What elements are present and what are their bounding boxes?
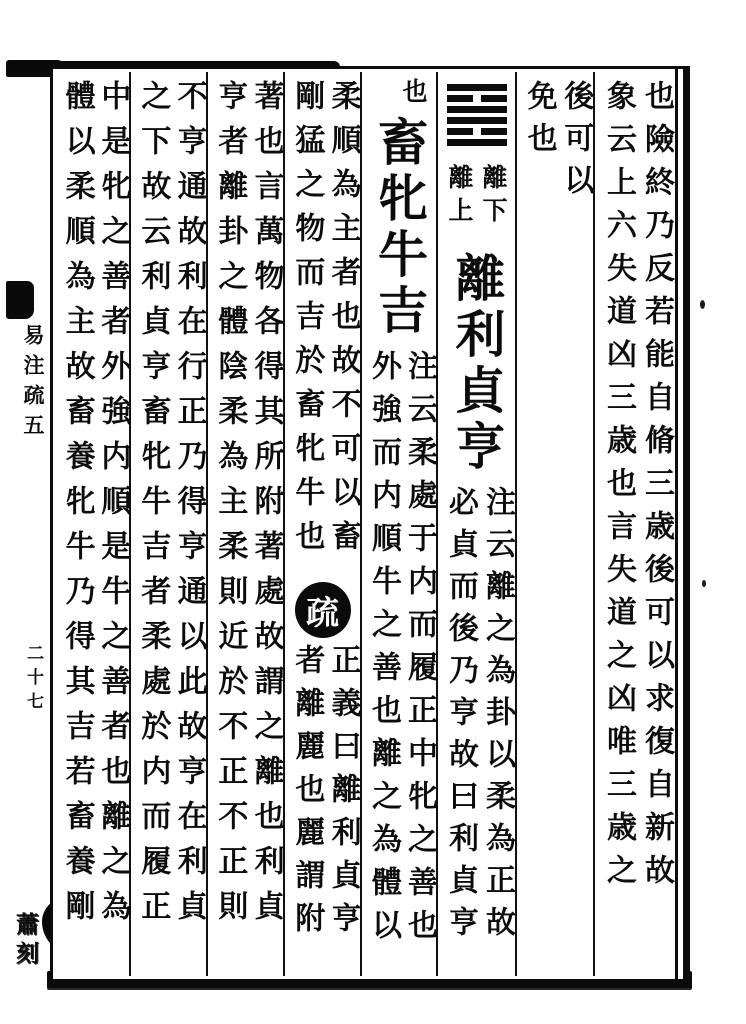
hexagram-line-solid	[447, 84, 507, 91]
column-4	[360, 72, 436, 976]
commentary-right-line: 不亨通故利在行正乃得亨通以此故亨在利貞	[171, 80, 207, 935]
column-7	[129, 72, 206, 976]
commentary-left-line: 外強而内順牛之善也離之為體以	[366, 350, 401, 952]
commentary-left-line: 體以柔順為主故畜養牝牛乃得其吉若畜養剛	[59, 80, 95, 935]
column-2-commentary	[517, 72, 593, 206]
trigram-lower-label: 離下	[479, 164, 508, 230]
commentary-left-line: 象云上六失道凶三歳也言失道之凶唯三歳之	[601, 80, 636, 897]
page-frame	[50, 66, 690, 982]
column-8-commentary	[56, 72, 129, 976]
hexagram-line-broken	[447, 95, 507, 102]
column-8	[56, 72, 129, 976]
column-3	[436, 72, 515, 976]
margin-tab-mark	[6, 281, 34, 319]
commentary-left-line: 免也	[521, 80, 557, 164]
column-1-commentary	[595, 72, 675, 976]
lead-character-row	[362, 72, 436, 108]
commentary-right-line: 後可以	[558, 80, 594, 206]
column-1	[593, 72, 675, 976]
margin-page-number: 二十七	[23, 644, 43, 716]
column-5-upper-commentary	[285, 72, 360, 580]
shu-section-divider: 疏	[295, 582, 351, 638]
commentary-right-line: 中是牝之善者外強内順是牛之善者也離之為	[95, 80, 131, 935]
commentary-right-line: 注云柔處于内而履正中牝之善也	[402, 350, 437, 952]
column-6-commentary	[208, 72, 283, 976]
lead-character: 也	[399, 78, 428, 103]
frame-inner-right-line	[675, 69, 678, 979]
ink-speck	[700, 300, 705, 309]
statement-text: 畜牝牛吉	[370, 116, 428, 340]
hexagram-statement: 離利貞亨	[447, 252, 506, 476]
commentary-right-line: 注云離之為卦以柔為正故	[480, 486, 515, 948]
hexagram-line-solid	[447, 117, 507, 124]
column-4-commentary	[362, 342, 436, 976]
commentary-left-line: 者離麗也麗謂附	[289, 644, 325, 945]
commentary-left-line: 之下故云利貞亨畜牝牛吉者柔處於内而履正	[135, 80, 171, 935]
column-2	[515, 72, 593, 976]
trigram-labels	[438, 164, 515, 244]
hexagram-line-solid	[447, 106, 507, 113]
commentary-left-line: 亨者離卦之體陰柔為主柔則近於不正不正則	[212, 80, 248, 935]
commentary-right-line: 柔順為主者也故不可以畜	[325, 80, 361, 564]
commentary-left-line: 必貞而後乃亨故曰利貞亨	[443, 486, 478, 948]
commentary-right-line: 也險終乃反若能自脩三歳後可以求復自新故	[639, 80, 674, 897]
hexagram-symbol	[446, 84, 508, 150]
commentary-right-line: 著也言萬物各得其所附著處故謂之離也利貞	[248, 80, 284, 935]
collector-seal-mark: 蕭刻	[12, 912, 38, 970]
hexagram-line-broken	[447, 128, 507, 135]
margin-volume-label: 易注疏五	[21, 324, 45, 444]
ink-speck	[702, 580, 706, 587]
column-7-commentary	[131, 72, 206, 976]
commentary-left-line: 剛猛之物而吉於畜牝牛也	[289, 80, 325, 564]
commentary-right-line: 正義曰離利貞亨	[325, 644, 361, 945]
column-3-commentary	[438, 478, 515, 976]
column-5-lower-commentary	[285, 640, 360, 976]
hexagram-line-solid	[447, 139, 507, 146]
column-5	[283, 72, 360, 976]
trigram-upper-label: 離上	[445, 164, 474, 230]
column-6	[206, 72, 283, 976]
